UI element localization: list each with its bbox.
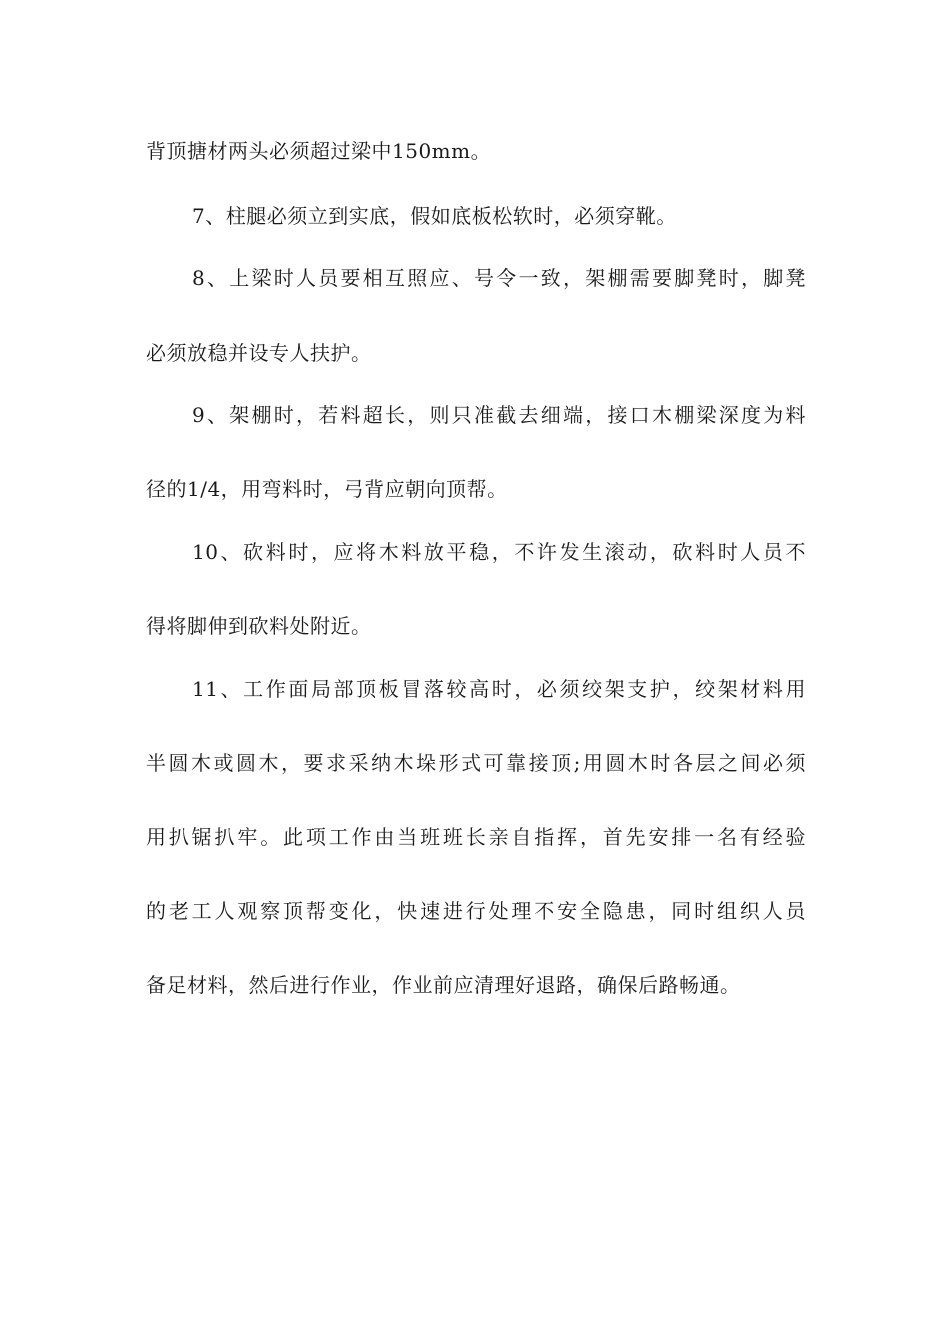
text-line-5: 9、架棚时，若料超长，则只准截去细端，接口木棚梁深度为料 [192,403,806,427]
text-line-1: 背顶搪材两头必须超过梁中150mm。 [146,139,492,163]
text-line-6: 径的1/4，用弯料时，弓背应朝向顶帮。 [146,477,508,501]
text-line-4: 必须放稳并设专人扶护。 [146,341,372,365]
text-line-11: 用扒锯扒牢。此项工作由当班班长亲自指挥，首先安排一名有经验 [146,825,806,849]
text-line-10: 半圆木或圆木，要求采纳木垛形式可靠接顶;用圆木时各层之间必须 [146,751,806,775]
text-line-3: 8、上梁时人员要相互照应、号令一致，架棚需要脚凳时，脚凳 [192,266,806,290]
text-line-7: 10、砍料时，应将木料放平稳，不许发生滚动，砍料时人员不 [192,540,806,564]
text-line-2: 7、柱腿必须立到实底，假如底板松软时，必须穿靴。 [192,204,677,228]
text-line-8: 得将脚伸到砍料处附近。 [146,614,372,638]
text-line-12: 的老工人观察顶帮变化，快速进行处理不安全隐患，同时组织人员 [146,899,806,923]
text-line-13: 备足材料，然后进行作业，作业前应清理好退路，确保后路畅通。 [146,973,741,997]
text-line-9: 11、工作面局部顶板冒落较高时，必须绞架支护，绞架材料用 [192,677,806,701]
